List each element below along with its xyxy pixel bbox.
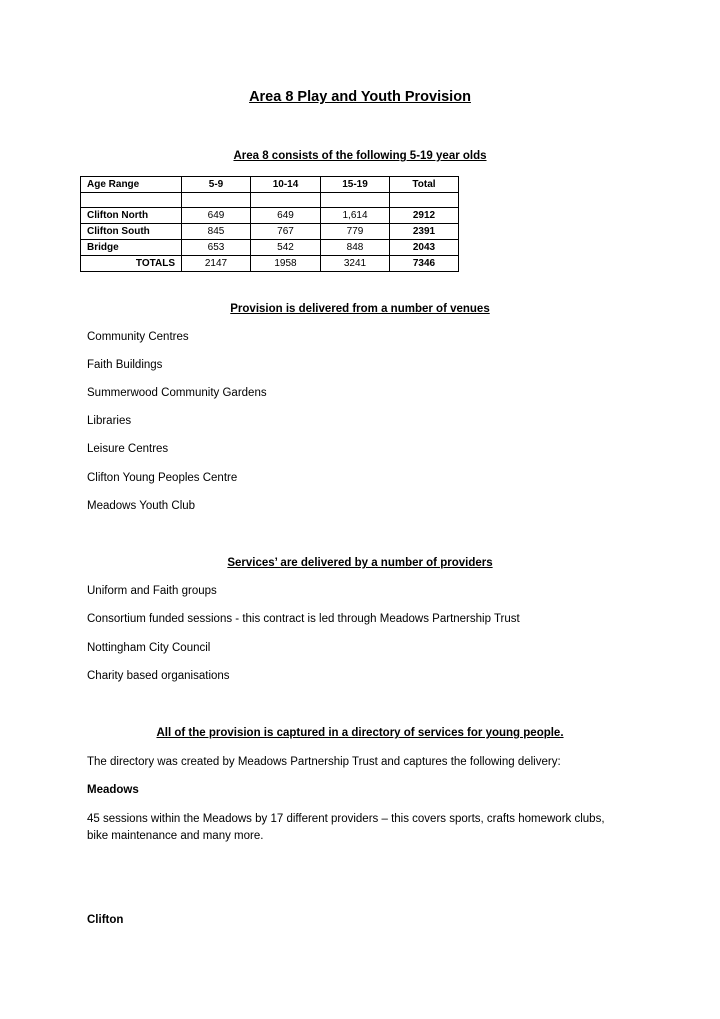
table-cell: 649 [182, 208, 251, 224]
list-item: Charity based organisations [87, 670, 230, 682]
list-item: Consortium funded sessions - this contract is led through Meadows Partnership Trust [87, 613, 520, 625]
list-item: Leisure Centres [87, 443, 169, 455]
list-item: Uniform and Faith groups [87, 585, 217, 597]
table-cell: 3241 [321, 256, 390, 272]
grand-total: 7346 [390, 256, 459, 272]
venues-heading: Provision is delivered from a number of venues [230, 303, 490, 315]
table-cell: 542 [251, 240, 321, 256]
list-item: Libraries [87, 415, 132, 427]
row-label: Clifton South [81, 224, 182, 240]
totals-label: TOTALS [81, 256, 182, 272]
column-header: 10-14 [251, 177, 321, 193]
table-cell: 649 [251, 208, 321, 224]
column-header: 5-9 [182, 177, 251, 193]
totals-row [81, 256, 459, 272]
column-header: Age Range [81, 177, 182, 193]
table-row [81, 208, 459, 224]
meadows-description: 45 sessions within the Meadows by 17 different providers – this covers sports, crafts homework clubs, bike maintenance and many more. [87, 813, 605, 842]
table-cell: 1958 [251, 256, 321, 272]
page-title: Area 8 Play and Youth Provision [249, 89, 471, 105]
row-total: 2912 [390, 208, 459, 224]
row-total: 2043 [390, 240, 459, 256]
column-header: Total [390, 177, 459, 193]
table-row [81, 224, 459, 240]
table-cell: 845 [182, 224, 251, 240]
providers-heading: Services’ are delivered by a number of providers [227, 557, 493, 569]
row-total: 2391 [390, 224, 459, 240]
directory-heading: All of the provision is captured in a directory of services for young people. [156, 727, 564, 739]
population-table [80, 176, 459, 272]
row-label: Bridge [81, 240, 182, 256]
list-item: Nottingham City Council [87, 642, 211, 654]
list-item: Summerwood Community Gardens [87, 387, 267, 399]
table-cell: 779 [321, 224, 390, 240]
table-cell: 767 [251, 224, 321, 240]
directory-intro: The directory was created by Meadows Partnership Trust and captures the following delivery: [87, 756, 561, 768]
list-item: Clifton Young Peoples Centre [87, 472, 238, 484]
table-cell: 653 [182, 240, 251, 256]
list-item: Faith Buildings [87, 359, 163, 371]
table-header-row [81, 177, 459, 193]
table-spacer-row [81, 193, 459, 208]
list-item: Community Centres [87, 331, 189, 343]
clifton-heading: Clifton [87, 914, 124, 926]
table-row [81, 240, 459, 256]
population-heading: Area 8 consists of the following 5-19 year olds [233, 150, 487, 162]
meadows-heading: Meadows [87, 784, 139, 796]
list-item: Meadows Youth Club [87, 500, 196, 512]
table-cell: 1,614 [321, 208, 390, 224]
column-header: 15-19 [321, 177, 390, 193]
table-cell: 848 [321, 240, 390, 256]
table-cell: 2147 [182, 256, 251, 272]
row-label: Clifton North [81, 208, 182, 224]
